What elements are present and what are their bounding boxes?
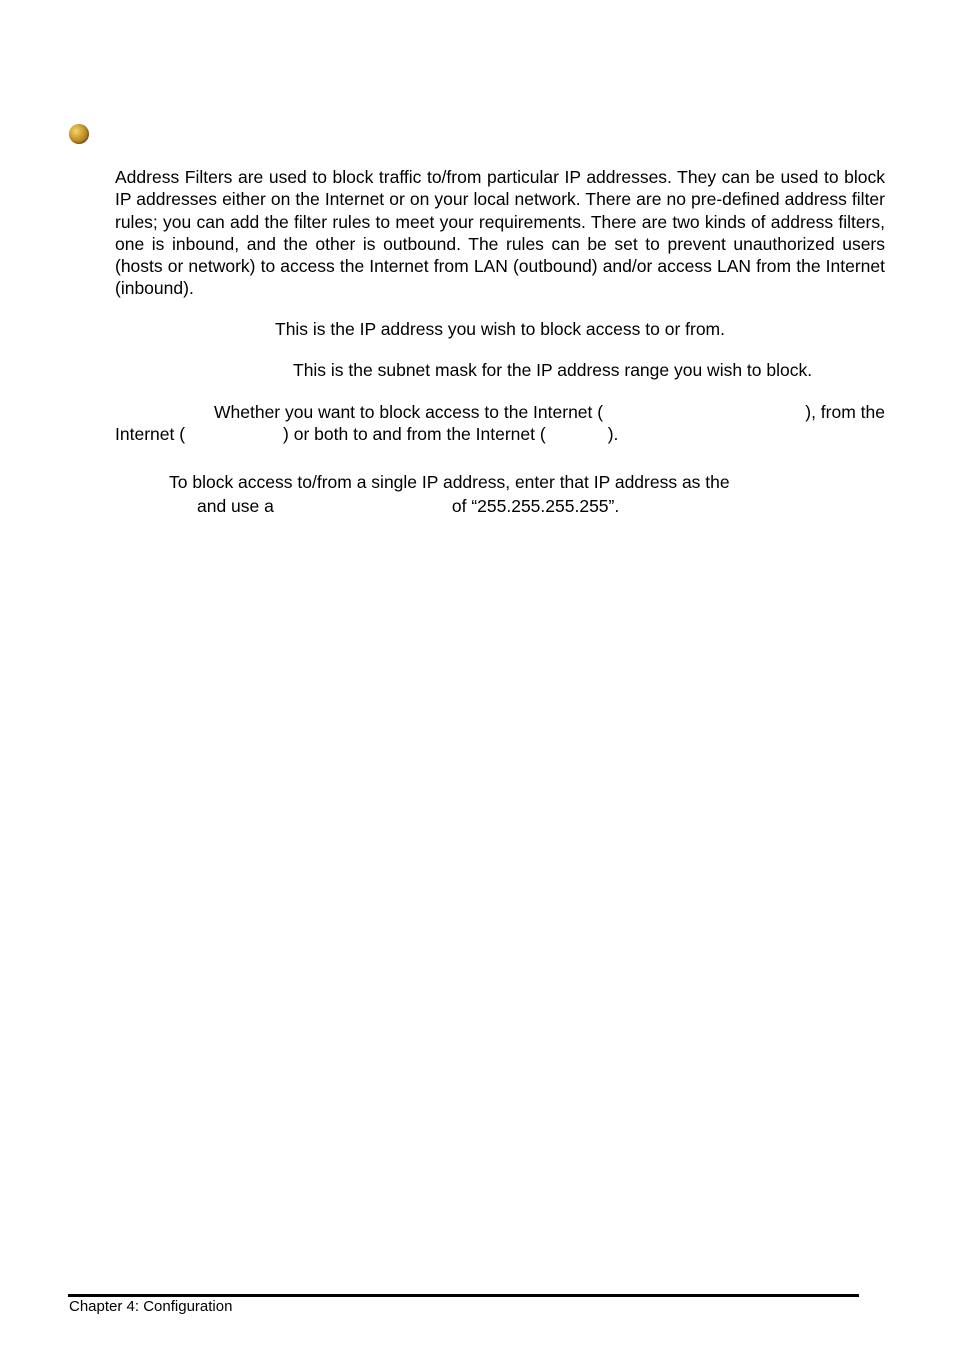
direction-text-1: Whether you want to block access to the Internet (: [214, 402, 604, 422]
note-text-3: of “255.255.255.255”.: [451, 496, 620, 516]
direction-text-3: Internet (: [115, 424, 186, 445]
subnet-mask-description: This is the subnet mask for the IP address range you wish to block.: [293, 360, 813, 380]
direction-text-4: ) or both to and from the Internet (: [283, 424, 546, 445]
note-line-1: To block access to/from a single IP address, enter that IP address as the: [169, 472, 730, 492]
gold-bullet-icon: [69, 124, 89, 144]
note-text-2: and use a: [197, 496, 274, 516]
intro-paragraph: Address Filters are used to block traffic to/from particular IP addresses. They can be used to block IP addresses either on the Internet or on your local network. There are no pre-defined address filter rules; you can add the filter rules to meet your requirements. There are two kinds of address filters, one is inbound, and the other is outbound. The rules can be set to prevent unauthorized users (hosts or network) to access the Internet from LAN (outbound) and/or access LAN from the Internet (inbound).: [115, 167, 885, 299]
direction-label-gap: [115, 401, 214, 423]
direction-paragraph: [115, 401, 885, 446]
footer-chapter: Chapter 4: Configuration: [69, 1298, 233, 1315]
direction-text-2: ), from the: [805, 402, 885, 422]
ip-address-description: This is the IP address you wish to block access to or from.: [275, 319, 726, 339]
footer-divider: [68, 1294, 859, 1297]
single-ip-note: [169, 470, 809, 518]
direction-text-5: ).: [607, 424, 619, 445]
